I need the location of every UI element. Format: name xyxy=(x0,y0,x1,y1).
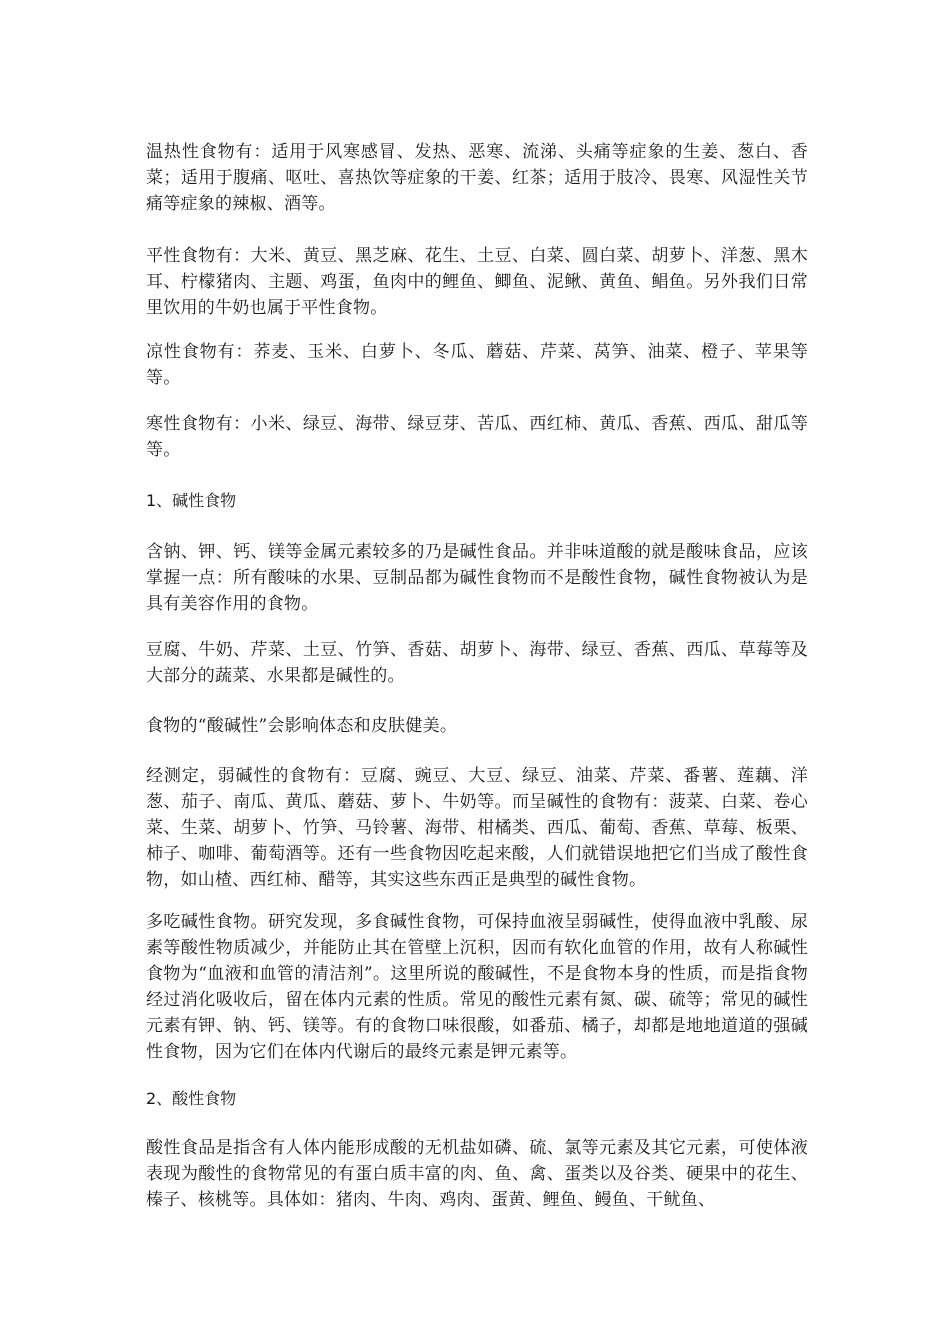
section-heading-acidic: 2、酸性食物 xyxy=(146,1089,237,1108)
section-heading-alkaline: 1、碱性食物 xyxy=(146,491,237,510)
paragraph-alkaline-definition: 含钠、钾、钙、镁等金属元素较多的乃是碱性食品。并非味道酸的就是酸味食品，应该掌握一点：所有酸味的水果、豆制品都为碱性食物而不是酸性食物，碱性食物被认为是具有美容作用的食物。 xyxy=(146,542,808,614)
paragraph-neutral-foods: 平性食物有：大米、黄豆、黑芝麻、花生、土豆、白菜、圆白菜、胡萝卜、洋葱、黑木耳、柠檬猪肉、主题、鸡蛋，鱼肉中的鲤鱼、鲫鱼、泥鳅、黄鱼、鲳鱼。另外我们日常里饮用的牛奶也属于平性食物。 xyxy=(146,246,808,318)
paragraph-warm-foods: 温热性食物有：适用于风寒感冒、发热、恶寒、流涕、头痛等症象的生姜、葱白、香菜；适用于腹痛、呕吐、喜热饮等症象的干姜、红茶；适用于肢冷、畏寒、风湿性关节痛等症象的辣椒、酒等。 xyxy=(146,142,808,214)
paragraph-cold-foods: 寒性食物有：小米、绿豆、海带、绿豆芽、苦瓜、西红柿、黄瓜、香蕉、西瓜、甜瓜等等。 xyxy=(146,414,808,460)
paragraph-acid-alkali-effect: 食物的“酸碱性”会影响体态和皮肤健美。 xyxy=(146,716,458,736)
paragraph-measured-alkaline: 经测定，弱碱性的食物有：豆腐、豌豆、大豆、绿豆、油菜、芹菜、番薯、莲藕、洋葱、茄子、南瓜、黄瓜、蘑菇、萝卜、牛奶等。而呈碱性的食物有：菠菜、白菜、卷心菜、生菜、胡萝卜、竹笋、马铃薯、海带、柑橘类、西瓜、葡萄、香蕉、草莓、板栗、柿子、咖啡、葡萄酒等。还有一些食物因吃起来酸，人们就错误地把它们当成了酸性食物，如山楂、西红柿、醋等，其实这些东西正是典型的碱性食物。 xyxy=(146,766,808,890)
paragraph-eat-alkaline: 多吃碱性食物。研究发现，多食碱性食物，可保持血液呈弱碱性，使得血液中乳酸、尿素等酸性物质减少，并能防止其在管壁上沉积，因而有软化血管的作用，故有人称碱性食物为“血液和血管的清洁剂”。这里所说的酸碱性，不是食物本身的性质，而是指食物经过消化吸收后，留在体内元素的性质。常见的酸性元素有氮、碳、硫等；常见的碱性元素有钾、钠、钙、镁等。有的食物口味很酸，如番茄、橘子，却都是地地道道的强碱性食物，因为它们在体内代谢后的最终元素是钾元素等。 xyxy=(146,912,808,1062)
paragraph-acidic-definition: 酸性食品是指含有人体内能形成酸的无机盐如磷、硫、氯等元素及其它元素，可使体液表现为酸性的食物常见的有蛋白质丰富的肉、鱼、禽、蛋类以及谷类、硬果中的花生、榛子、核桃等。具体如：猪肉、牛肉、鸡肉、蛋黄、鲤鱼、鳗鱼、干鱿鱼、 xyxy=(146,1138,808,1210)
paragraph-cool-foods: 凉性食物有：荞麦、玉米、白萝卜、冬瓜、蘑菇、芹菜、莴笋、油菜、橙子、苹果等等。 xyxy=(146,342,808,388)
paragraph-alkaline-list: 豆腐、牛奶、芹菜、土豆、竹笋、香菇、胡萝卜、海带、绿豆、香蕉、西瓜、草莓等及大部分的蔬菜、水果都是碱性的。 xyxy=(146,640,808,686)
